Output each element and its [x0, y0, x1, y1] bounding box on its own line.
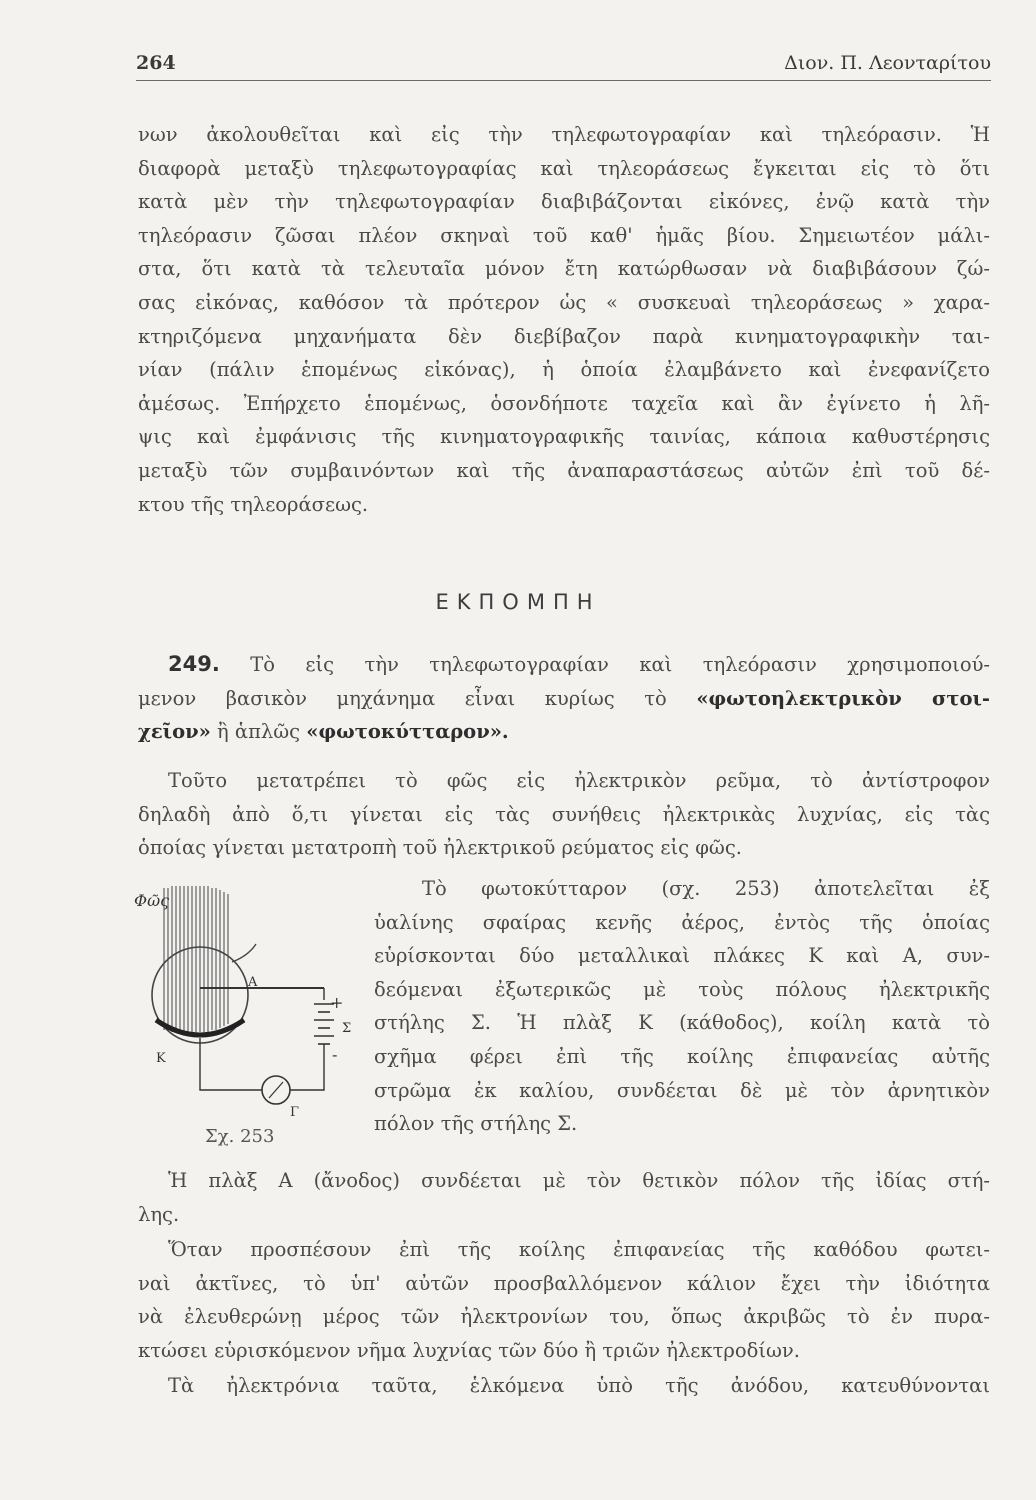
text-line: διαφορὰ μεταξὺ τηλεφωτογραφίας καὶ τηλεοράσεως ἔγκειται εἰς τὸ ὅτι	[138, 156, 990, 180]
running-head-author: Διον. Π. Λεονταρίτου	[784, 52, 991, 74]
cathode-label: K	[156, 1051, 166, 1066]
text-line: Τοῦτο μετατρέπει τὸ φῶς εἰς ἠλεκτρικὸν ρεῦμα, τὸ ἀντίστροφον	[168, 769, 990, 792]
page-header	[136, 48, 991, 81]
text-line: Ὅταν προσπέσουν ἐπὶ τῆς κοίλης ἐπιφανείας τῆς καθόδου φωτει-	[168, 1238, 990, 1261]
text-line: ὑαλίνης σφαίρας κενῆς ἀέρος, ἐντὸς τῆς ὁποίας	[374, 910, 990, 934]
bold-term: «φωτοηλεκτρικὸν στοι-	[696, 686, 990, 710]
text-line: πόλον τῆς στήλης Σ.	[374, 1112, 578, 1136]
galvanometer-needle	[269, 1082, 283, 1098]
text-line: ναὶ ἀκτῖνες, τὸ ὑπ' αὐτῶν προσβαλλόμενον κάλιον ἔχει τὴν ἰδιότητα	[138, 1271, 990, 1295]
text-line: νὰ ἐλευθερώνῃ μέρος τῶν ἠλεκτρονίων του, ὅπως ἀκριβῶς τὸ ἐν πυρα-	[138, 1305, 990, 1329]
figure-caption: Σχ. 253	[205, 1126, 275, 1147]
wire	[200, 1038, 262, 1090]
page-number: 264	[136, 52, 176, 74]
minus-label: -	[332, 1045, 338, 1064]
inline-text: ἢ ἁπλῶς	[217, 720, 301, 744]
bold-term: «φωτοκύτταρον».	[306, 720, 509, 744]
text-line	[138, 682, 990, 716]
text-line: ὁποίας γίνεται μετατροπὴ τοῦ ἠλεκτρικοῦ ρεύματος εἰς φῶς.	[138, 836, 742, 860]
text-line	[138, 648, 990, 682]
light-rays	[164, 886, 228, 1032]
text-line: σχῆμα φέρει ἐπὶ τῆς κοίλης ἐπιφανείας αὐτῆς	[374, 1044, 990, 1068]
paragraph-electrons	[138, 1233, 990, 1367]
text-line	[138, 715, 990, 749]
text-line: Ἡ πλὰξ Α (ἄνοδος) συνδέεται μὲ τὸν θετικὸν πόλον τῆς ἰδίας στή-	[168, 1169, 990, 1192]
bulb-neck	[232, 944, 256, 962]
text-line: νων ἀκολουθεῖται καὶ εἰς τὴν τηλεφωτογραφίαν καὶ τηλεόρασιν. Ἡ	[138, 123, 990, 146]
text-line: στήλης Σ. Ἡ πλὰξ Κ (κάθοδος), κοίλη κατὰ τὸ	[374, 1011, 990, 1035]
text-line: τηλεόρασιν ζῶσαι πλέον σκηναὶ τοῦ καθ' ἡμᾶς βίου. Σημειωτέον μάλι-	[138, 223, 990, 247]
text-line: κτώσει εὑρισκόμενον νῆμα λυχνίας τῶν δύο ἢ τριῶν ἠλεκτροδίων.	[138, 1338, 800, 1362]
text-line: δηλαδὴ ἀπὸ ὅ,τι γίνεται εἰς τὰς συνήθεις ἠλεκτρικὰς λυχνίας, εἰς τὰς	[138, 802, 990, 826]
text-line: μεταξὺ τῶν συμβαινόντων καὶ τῆς ἀναπαραστάσεως αὐτῶν ἐπὶ τοῦ δέ-	[138, 458, 990, 482]
battery-label: Σ	[342, 1021, 352, 1036]
paragraph-photocell	[374, 872, 990, 1141]
plus-label: +	[330, 993, 344, 1012]
text-line: κτου τῆς τηλεοράσεως.	[138, 492, 369, 516]
text-line: νίαν (πάλιν ἑπομένως εἰκόνας), ἡ ὁποία ἐλαμβάνετο καὶ ἐνεφανίζετο	[138, 358, 990, 382]
galvanometer-label: Γ	[290, 1105, 300, 1120]
text-line: κατὰ μὲν τὴν τηλεφωτογραφίαν διαβιβάζονται εἰκόνες, ἐνῷ κατὰ τὴν	[138, 190, 990, 214]
anode-label: A	[248, 975, 258, 990]
paragraph-249	[138, 648, 990, 749]
text-line: δεόμεναι ἐξωτερικῶς μὲ τοὺς πόλους ἠλεκτρικῆς	[374, 977, 990, 1001]
bold-term: χεῖον»	[138, 720, 211, 744]
section-number: 249.	[168, 652, 220, 676]
photocell-diagram	[128, 880, 368, 1160]
light-label: Φῶς	[134, 891, 170, 910]
inline-text: μενον βασικὸν μηχάνημα εἶναι κυρίως τὸ	[138, 686, 667, 710]
text-line: σας εἰκόνας, καθόσον τὰ πρότερον ὡς « συσκευαὶ τηλεοράσεως » χαρα-	[138, 290, 990, 314]
wire	[290, 1044, 324, 1090]
text-line	[374, 872, 990, 906]
text-line: ἀμέσως. Ἐπήρχετο ἑπομένως, ὁσονδήποτε ταχεῖα καὶ ἂν ἐγίνετο ἡ λῆ-	[138, 391, 990, 415]
paragraph-conversion	[138, 764, 990, 865]
text-line: ψις καὶ ἐμφάνισις τῆς κινηματογραφικῆς ταινίας, κάποια καθυστέρησις	[138, 425, 990, 449]
paragraph-intro	[138, 118, 990, 521]
text-line: εὑρίσκονται δύο μεταλλικαὶ πλάκες Κ καὶ Α, συν-	[374, 944, 990, 968]
paragraph-anode	[138, 1164, 990, 1231]
section-title: ΕΚΠΟΜΠΗ	[435, 590, 601, 614]
text-line: Τὰ ἠλεκτρόνια ταῦτα, ἑλκόμενα ὑπὸ τῆς ἀνόδου, κατευθύνονται	[168, 1374, 990, 1397]
inline-text: Τὸ εἰς τὴν τηλεφωτογραφίαν καὶ τηλεόρασιν χρησιμοποιού-	[250, 653, 991, 676]
text-line: στρῶμα ἐκ καλίου, συνδέεται δὲ μὲ τὸν ἀρνητικὸν	[374, 1078, 990, 1102]
text-line: στα, ὅτι κατὰ τὰ τελευταῖα μόνον ἔτη κατώρθωσαν νὰ διαβιβάσουν ζώ-	[138, 257, 990, 281]
inline-text: Τὸ φωτοκύτταρον (σχ. 253) ἀποτελεῖται ἐξ	[422, 877, 990, 900]
text-line: λης.	[138, 1202, 180, 1226]
paragraph-continuation	[138, 1369, 990, 1403]
text-line: κτηριζόμενα μηχανήματα δὲν διεβίβαζον παρὰ κινηματογραφικὴν ται-	[138, 324, 990, 348]
